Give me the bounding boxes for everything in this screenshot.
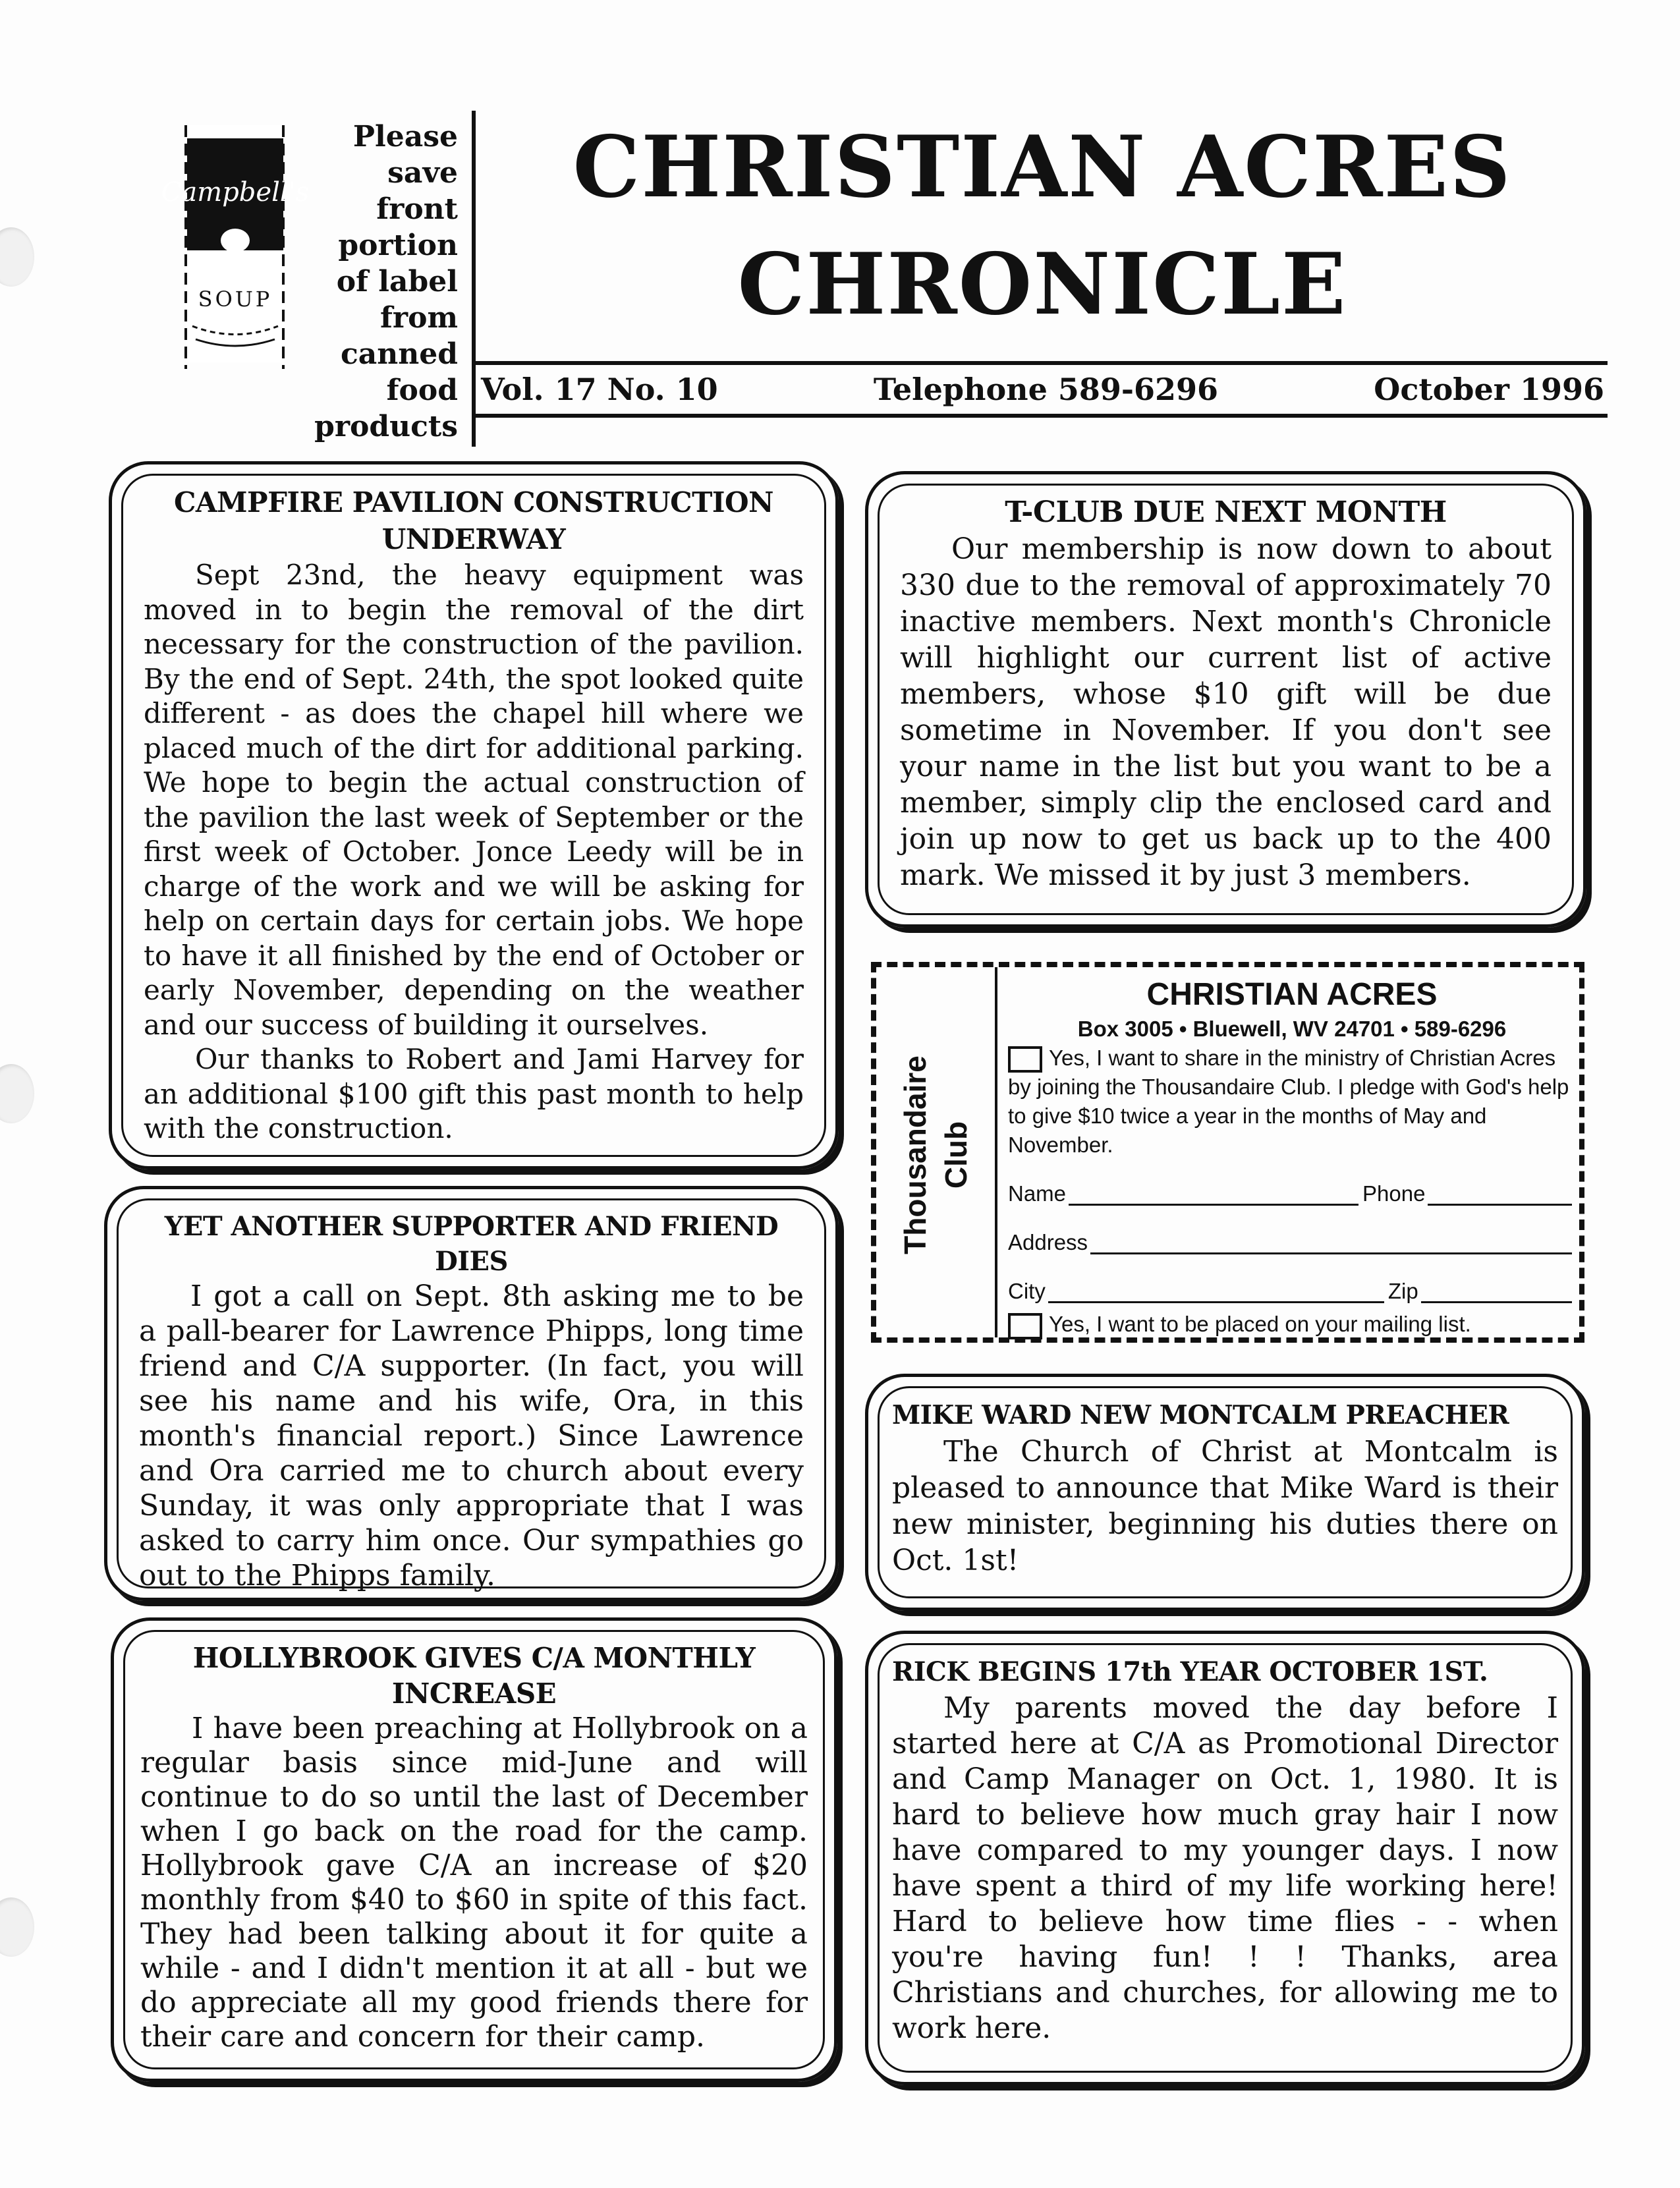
- coupon-title: CHRISTIAN ACRES: [1146, 977, 1438, 1012]
- phone-field[interactable]: [1428, 1184, 1572, 1206]
- punch-hole-top: [0, 227, 34, 287]
- soup-can-icon: [161, 125, 310, 369]
- article-tclub-due: [865, 471, 1586, 928]
- pledge-option: [1008, 1044, 1576, 1160]
- address-row: [1008, 1208, 1576, 1257]
- side-label-club: Club: [939, 1121, 973, 1189]
- article-supporter-dies: [104, 1186, 839, 1601]
- pledge-text: Yes, I want to share in the ministry of Christian Acres by joining the Thousandaire Club. I pledge with God's help to give $10 twice a year in the months of May and November.: [1008, 1046, 1569, 1158]
- city-field[interactable]: [1048, 1281, 1384, 1303]
- article-headline: RICK BEGINS 17th YEAR OCTOBER 1ST.: [892, 1656, 1488, 1687]
- article-paragraph: Our membership is now down to about 330 due to the removal of approximately 70 inactive members. Next month's Chronicle will highlight our current list of active members, whose $10 gift will be due sometime in November. If you don't see your name in the list but you want to be a member, simply clip the enclosed card and join up now to get us back up to the 400 mark. We missed it by just 3 members.: [900, 532, 1552, 892]
- title-line-2: CHRONICLE: [737, 235, 1347, 334]
- note-line: portion: [338, 229, 458, 262]
- rule-top: [476, 361, 1608, 365]
- article-headline: HOLLYBROOK GIVES C/A MONTHLY INCREASE: [192, 1642, 756, 1710]
- address-label: Address: [1008, 1230, 1088, 1255]
- newsletter-title: [476, 109, 1609, 343]
- article-paragraph: Sept 23nd, the heavy equipment was moved in to begin the removal of the dirt necessary for the construction of the pavilion. By the end of Sept. 24th, the spot looked quite different - as does the chapel hill where we placed much of the dirt for additional parking. We hope to begin the actual construction of the pavilion the last week of September or the first week of October. Jonce Leedy will be in charge of the work and we will be asking for help on certain days for certain jobs. We hope to have it all finished by the end of October or early November, depending on the weather and our success of building it ourselves.: [144, 559, 804, 1041]
- name-field[interactable]: [1069, 1184, 1358, 1206]
- coupon-address: Box 3005 • Bluewell, WV 24701 • 589-6296: [1077, 1017, 1507, 1041]
- article-paragraph: I got a call on Sept. 8th asking me to be a pall-bearer for Lawrence Phipps, long time friend and C/A supporter. (In fact, you will see his name and his wife, Ora, in this month's financial report.) Since Lawrence and Ora carried me to church about every Sunday, it was only appropriate that I was asked to carry him once. Our sympathies go out to the Phipps family.: [139, 1279, 804, 1592]
- title-line-1: CHRISTIAN ACRES: [573, 118, 1512, 217]
- name-phone-row: [1008, 1160, 1576, 1208]
- mailing-list-text: Yes, I want to be placed on your mailing list.: [1049, 1312, 1471, 1337]
- note-line: of label: [336, 265, 458, 298]
- article-paragraph: My parents moved the day before I started here at C/A as Promotional Director and Camp Manager on Oct. 1, 1980. It is hard to believe how much gray hair I now have compared to my younger days. I now have spent a third of my life working here! Hard to believe how time flies - - when you're having fun! ! ! Thanks, area Christians and churches, for allowing me to work here.: [892, 1691, 1558, 2045]
- coupon-side-panel: [876, 967, 997, 1337]
- pledge-checkbox[interactable]: [1008, 1046, 1042, 1073]
- address-field[interactable]: [1090, 1233, 1572, 1254]
- issue-date: October 1996: [1374, 372, 1604, 407]
- article-paragraph: The Church of Christ at Montcalm is pleased to announce that Mike Ward is their new minister, beginning his duties there on Oct. 1st!: [892, 1435, 1558, 1577]
- name-label: Name: [1008, 1181, 1067, 1206]
- phone-label: Phone: [1362, 1181, 1426, 1206]
- punch-hole-middle: [0, 1064, 34, 1123]
- city-label: City: [1008, 1279, 1046, 1304]
- save-labels-note: [300, 119, 458, 445]
- thousandaire-club-coupon[interactable]: [871, 962, 1584, 1343]
- article-hollybrook-increase: [111, 1617, 837, 2082]
- volume-number: Vol. 17 No. 10: [481, 372, 718, 407]
- mailing-list-checkbox[interactable]: [1008, 1313, 1042, 1339]
- zip-label: Zip: [1387, 1279, 1418, 1304]
- city-zip-row: [1008, 1257, 1576, 1306]
- article-headline: T-CLUB DUE NEXT MONTH: [1005, 495, 1447, 529]
- note-line: products: [314, 410, 458, 443]
- note-line: from: [379, 301, 458, 335]
- note-line: front: [376, 192, 458, 226]
- can-brand-text: Campbell's: [161, 177, 310, 208]
- article-headline: CAMPFIRE PAVILION CONSTRUCTION UNDERWAY: [174, 486, 773, 555]
- article-paragraph: I have been preaching at Hollybrook on a regular basis since mid-June and will continue to do so until the last of December when I go back on the road for the camp. Hollybrook gave C/A an increase of $20 monthly from $40 to $60 in spite of this fact. They had been talking about it for quite a while - and I didn't mention it at all - but we do appreciate all my good friends there for their care and concern for their camp.: [140, 1712, 808, 2054]
- note-line: save: [387, 156, 458, 190]
- issue-info-bar: [481, 366, 1604, 412]
- punch-hole-bottom: [0, 1897, 34, 1957]
- coupon-form: [1008, 975, 1576, 1339]
- rule-bottom: [476, 414, 1608, 418]
- article-campfire-pavilion: [109, 461, 839, 1169]
- coupon-side-label: [895, 1036, 976, 1274]
- side-label-thousandaire: Thousandaire: [898, 1055, 932, 1254]
- zip-field[interactable]: [1421, 1281, 1572, 1303]
- article-mike-ward: [865, 1374, 1585, 1611]
- article-headline: MIKE WARD NEW MONTCALM PREACHER: [892, 1400, 1509, 1430]
- mailing-list-option: [1008, 1310, 1576, 1339]
- article-headline: YET ANOTHER SUPPORTER AND FRIEND DIES: [164, 1211, 779, 1277]
- note-line: canned: [340, 337, 458, 371]
- article-rick-17th-year: [865, 1631, 1585, 2085]
- article-paragraph: Our thanks to Robert and Jami Harvey for an additional $100 gift this past month to help with the construction.: [144, 1043, 804, 1144]
- telephone: Telephone 589-6296: [873, 372, 1219, 407]
- can-soup-text: SOUP: [198, 287, 273, 312]
- note-line: Please: [352, 120, 458, 154]
- note-line: food: [386, 374, 458, 407]
